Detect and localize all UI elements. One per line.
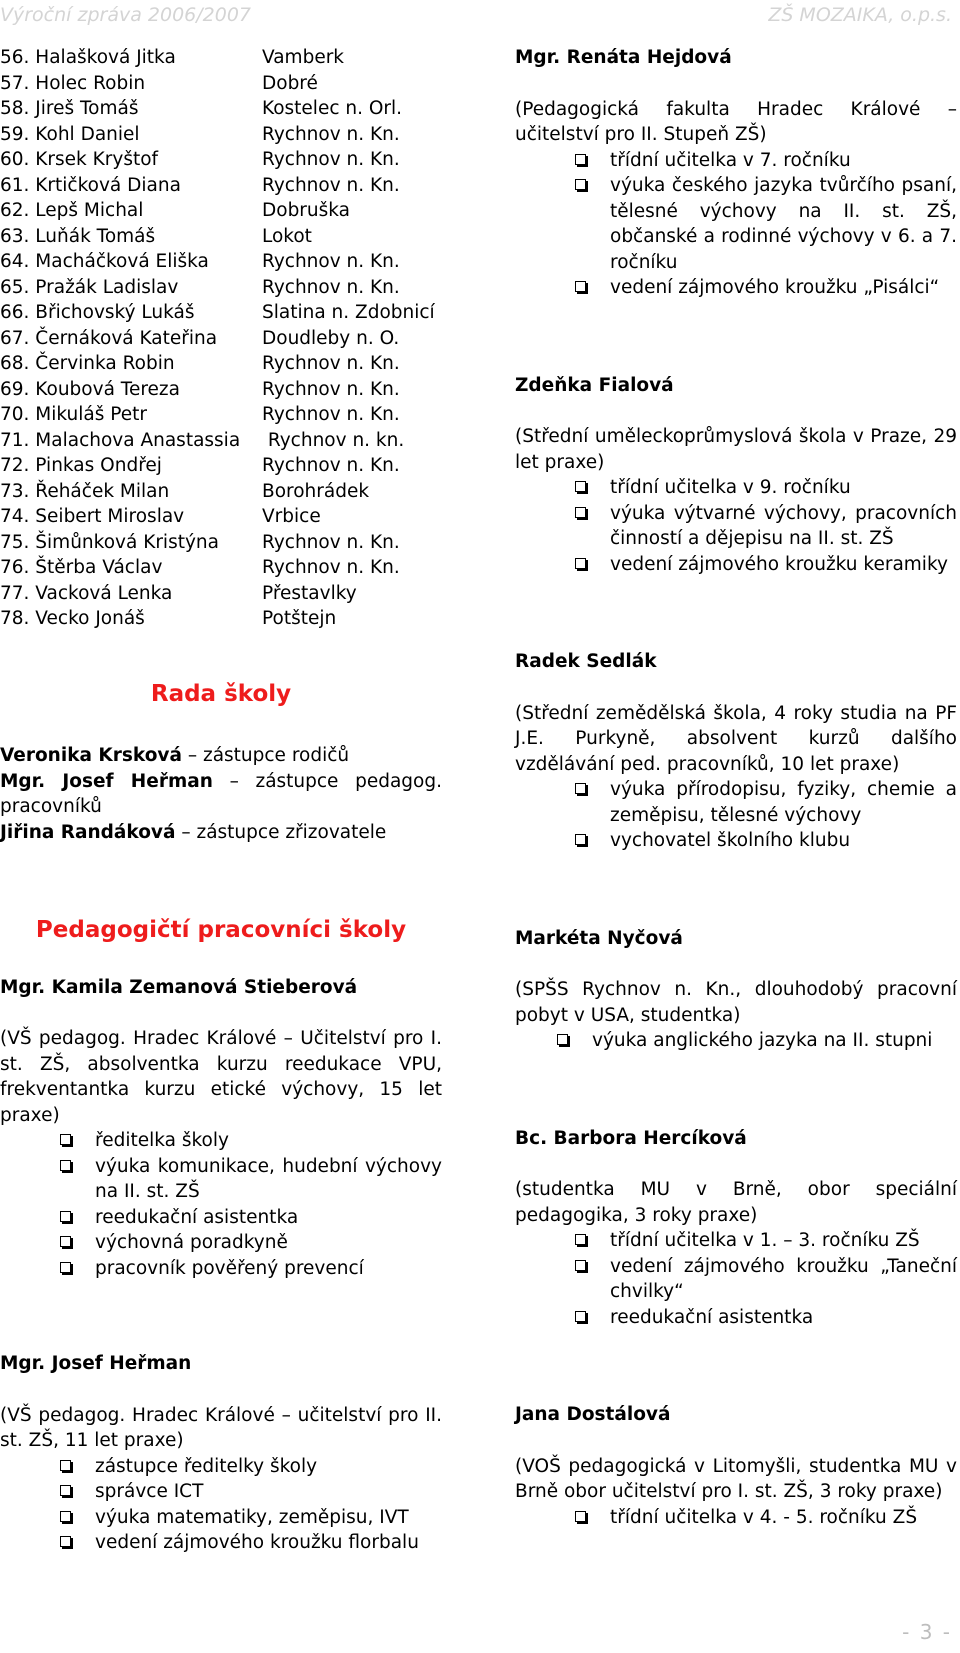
left-column [0,45,442,1556]
pupil-name: 57. Holec Robin [0,72,146,94]
duty-item: ředitelka školy [0,1128,442,1154]
checkbox-bullet-icon [60,1134,71,1145]
pupil-place: Rychnov n. Kn. [262,123,400,145]
member-role: – zástupce pedagog. pracovníků [0,770,442,817]
pupil-place: Kostelec n. Orl. [262,98,403,119]
duty-item: třídní učitelka v 7. ročníku [515,148,957,174]
staff-heading: Pedagogičtí pracovníci školy [35,917,407,943]
pupil-name: 62. Lepš Michal [0,200,144,221]
duty-list [515,1505,957,1531]
page-number: - 3 - [902,1620,952,1644]
checkbox-bullet-icon [575,507,586,518]
pupil-name: 66. Břichovský Lukáš [0,302,195,323]
duty-item: zástupce ředitelky školy [0,1454,442,1480]
duty-item: vedení zájmového kroužku „Taneční chvilky“ [515,1254,957,1305]
list-item [0,606,442,632]
pupil-name: 68. Červinka Robin [0,353,175,374]
list-item [0,147,442,173]
duty-item: třídní učitelka v 4. - 5. ročníku ZŠ [515,1505,957,1531]
pupil-place: Rychnov n. Kn. [262,251,400,272]
staff-bio: (SPŠS Rychnov n. Kn., dlouhodobý pracovní pobyt v USA, studentka) [515,979,957,1026]
pupil-name: 73. Řeháček Milan [0,480,170,502]
pupil-place: Rychnov n. Kn. [262,149,400,170]
staff-bio: (VŠ pedagog. Hradec Králové – učitelství pro II. st. ZŠ, 11 let praxe) [0,1404,442,1451]
list-item [0,300,442,326]
list-item [0,402,442,428]
pupil-name: 69. Koubová Tereza [0,378,180,400]
staff-entry [515,45,957,301]
list-item [0,479,442,505]
council-members [0,743,442,845]
duty-list [515,777,957,854]
list-item [0,122,442,148]
pupil-name: 56. Halašková Jitka [0,47,176,68]
duty-item: vedení zájmového kroužku florbalu [0,1530,442,1556]
checkbox-bullet-icon [575,281,586,292]
staff-entry [515,926,957,1054]
list-item [0,275,442,301]
list-item [0,453,442,479]
duty-item: reedukační asistentka [515,1305,957,1331]
duty-item: vedení zájmového kroužku „Pisálci“ [515,275,957,301]
council-heading: Rada školy [150,680,292,707]
pupil-place: Doudleby n. O. [262,327,400,349]
member-role: – zástupce zřizovatele [175,821,387,843]
pupil-place: Rychnov n. Kn. [262,404,400,425]
pupil-name: 74. Seibert Miroslav [0,506,185,527]
checkbox-bullet-icon [575,1234,586,1245]
pupil-place: Rychnov n. Kn. [262,276,400,298]
list-item [0,377,442,403]
pupil-name: 72. Pinkas Ondřej [0,455,162,476]
pupil-name: 63. Luňák Tomáš [0,225,156,247]
duty-item: výuka komunikace, hudební výchovy na II. st. ZŠ [0,1154,442,1205]
checkbox-bullet-icon [575,481,586,492]
list-item [0,555,442,581]
pupil-place: Rychnov n. Kn. [262,531,400,553]
staff-name: Zdeňka Fialová [515,374,674,396]
pupil-name: 59. Kohl Daniel [0,123,140,145]
checkbox-bullet-icon [575,154,586,165]
duty-item: třídní učitelka v 1. – 3. ročníku ZŠ [515,1228,957,1254]
staff-bio: (Pedagogická fakulta Hradec Králové – učitelství pro II. Stupeň ZŠ) [515,98,957,145]
pupil-name: 70. Mikuláš Petr [0,404,148,425]
pupil-place: Rychnov n. Kn. [262,557,400,578]
pupil-name: 64. Macháčková Eliška [0,251,209,272]
checkbox-bullet-icon [575,558,586,569]
staff-name: Mgr. Renáta Hejdová [515,47,732,68]
pupil-name: 65. Pražák Ladislav [0,276,179,298]
checkbox-bullet-icon [575,834,586,845]
checkbox-bullet-icon [557,1034,568,1045]
list-item [0,198,442,224]
pupil-name: 60. Krsek Kryštof [0,149,159,170]
member-role: – zástupce rodičů [181,745,350,766]
duty-item: pracovník pověřený prevencí [0,1256,442,1282]
checkbox-bullet-icon [60,1536,71,1547]
checkbox-bullet-icon [60,1460,71,1471]
list-item [0,326,442,352]
duty-item: vedení zájmového kroužku keramiky [515,552,957,578]
staff-name: Mgr. Josef Heřman [0,1353,192,1374]
duty-item: výuka matematiky, zeměpisu, IVT [0,1505,442,1531]
staff-entry [515,649,957,854]
staff-bio: (VŠ pedagog. Hradec Králové – Učitelství pro I. st. ZŠ, absolventka kurzu reedukace VPU, frekventantka kurzu etické výchovy, 15 let praxe) [0,1028,442,1126]
staff-entry [515,1402,957,1530]
member-name: Mgr. Josef Heřman [0,770,213,792]
list-item [0,530,442,556]
pupil-place: Rychnov n. Kn. [262,353,400,374]
list-item [0,173,442,199]
duty-item: výuka výtvarné výchovy, pracovních činností a dějepisu na II. st. ZŠ [515,501,957,552]
duty-item: správce ICT [0,1479,442,1505]
pupil-name: 61. Krtičková Diana [0,174,181,196]
checkbox-bullet-icon [575,1511,586,1522]
checkbox-bullet-icon [60,1236,71,1247]
duty-item: reedukační asistentka [0,1205,442,1231]
duty-list [0,1454,442,1556]
duty-item: výchovná poradkyně [0,1230,442,1256]
pupil-name: 76. Štěrba Václav [0,557,163,578]
staff-name: Markéta Nyčová [515,927,683,949]
duty-list [515,475,957,577]
checkbox-bullet-icon [60,1211,71,1222]
pupil-name: 67. Černáková Kateřina [0,327,218,349]
council-member [0,743,442,769]
pupil-name: 71. Malachova Anastassia [0,429,241,451]
pupil-place: Vrbice [262,506,321,527]
pupil-place: Přestavlky [262,582,357,604]
checkbox-bullet-icon [575,1260,586,1271]
checkbox-bullet-icon [575,783,586,794]
list-item [0,504,442,530]
pupil-place: Rychnov n. Kn. [262,455,400,476]
report-title-header: Výroční zpráva 2006/2007 [0,4,252,26]
duty-item: výuka přírodopisu, fyziky, chemie a zeměpisu, tělesné výchovy [515,777,957,828]
staff-entry [515,373,957,578]
duty-list [515,1228,957,1330]
pupil-place: Potštejn [262,608,337,629]
council-member [0,769,442,820]
duty-list [0,1128,442,1281]
staff-entry [0,975,442,1282]
pupil-place: Vamberk [262,47,345,68]
pupil-name: 78. Vecko Jonáš [0,608,145,629]
staff-entry [0,1351,442,1556]
staff-entry [515,1126,957,1331]
pupil-place: Lokot [262,225,312,247]
staff-name: Jana Dostálová [515,1404,671,1425]
list-item [0,249,442,275]
pupil-place: Dobré [262,72,318,94]
list-item [0,581,442,607]
staff-bio: (VOŠ pedagogická v Litomyšli, studentka MU v Brně obor učitelství pro I. st. ZŠ, 3 roky praxe) [515,1455,957,1502]
pupil-list [0,45,442,632]
checkbox-bullet-icon [60,1160,71,1171]
staff-bio: (studentka MU v Brně, obor speciální pedagogika, 3 roky praxe) [515,1179,957,1226]
checkbox-bullet-icon [60,1262,71,1273]
member-name: Jiřina Randáková [0,821,176,843]
staff-bio: (Střední zemědělská škola, 4 roky studia na PF J.E. Purkyně, absolvent kurzů dalšího vzdělávání ped. pracovníků, 10 let praxe) [515,702,957,775]
duty-item: výuka českého jazyka tvůrčího psaní, tělesné výchovy na II. st. ZŠ, občanské a rodinné výchovy v 6. a 7. ročníku [515,173,957,275]
pupil-place: Rychnov n. Kn. [262,174,400,196]
council-member [0,820,442,846]
pupil-place: Slatina n. Zdobnicí [262,302,435,323]
duty-item: třídní učitelka v 9. ročníku [515,475,957,501]
member-name: Veronika Krsková [0,745,182,766]
duty-list [515,148,957,301]
pupil-place: Dobruška [262,200,351,221]
pupil-name: 75. Šimůnková Kristýna [0,531,219,553]
pupil-name: 58. Jireš Tomáš [0,98,139,119]
checkbox-bullet-icon [575,1311,586,1322]
checkbox-bullet-icon [575,179,586,190]
right-column [515,45,957,1530]
list-item [0,224,442,250]
school-name-header: ZŠ MOZAIKA, o.p.s. [768,4,952,26]
duty-list [515,1028,957,1054]
pupil-place: Borohrádek [262,480,370,502]
duty-item: výuka anglického jazyka na II. stupni [515,1028,957,1054]
staff-name: Radek Sedlák [515,651,657,672]
checkbox-bullet-icon [60,1485,71,1496]
list-item [0,71,442,97]
pupil-place: Rychnov n. Kn. [262,378,400,400]
list-item [0,428,442,454]
staff-name: Bc. Barbora Hercíková [515,1127,747,1149]
checkbox-bullet-icon [60,1511,71,1522]
pupil-place: Rychnov n. kn. [262,429,405,451]
duty-item: vychovatel školního klubu [515,828,957,854]
list-item [0,96,442,122]
pupil-name: 77. Vacková Lenka [0,582,173,604]
list-item [0,45,442,71]
list-item [0,351,442,377]
staff-bio: (Střední uměleckoprůmyslová škola v Praze, 29 let praxe) [515,426,957,473]
staff-name: Mgr. Kamila Zemanová Stieberová [0,976,358,998]
